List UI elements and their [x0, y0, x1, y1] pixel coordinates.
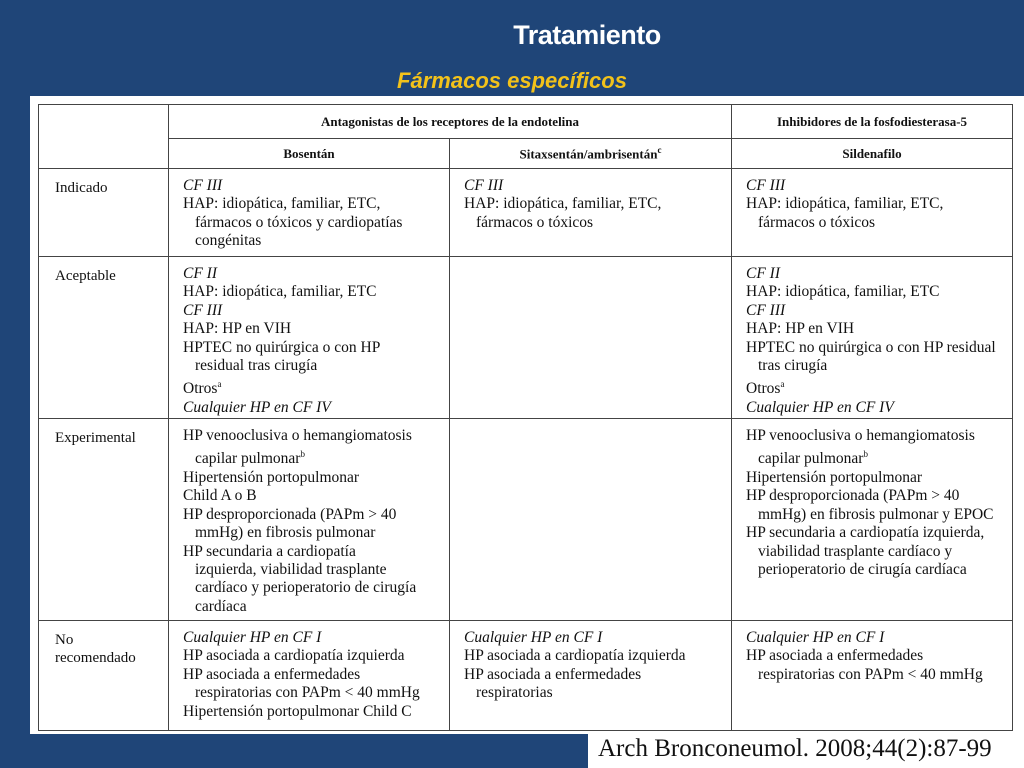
cell-line: respiratorias — [476, 684, 553, 702]
cell-line — [746, 375, 1006, 399]
table-row-indicado — [39, 169, 1013, 257]
cell-line: HAP: idiopática, familiar, ETC, — [746, 195, 944, 213]
table-row-no-recomendado — [39, 621, 1013, 731]
row-label-line: recomendado — [55, 650, 136, 666]
footnote-marker: a — [217, 379, 222, 390]
cell-line: HAP: HP en VIH — [183, 320, 292, 338]
cell-line: HP asociada a enfermedades — [183, 665, 361, 683]
footnote-marker: c — [657, 144, 662, 155]
footnote-marker: a — [780, 379, 785, 390]
group-header-row — [39, 105, 1013, 139]
cell-experimental-bosentan — [169, 419, 450, 621]
cell-line: mmHg) en fibrosis pulmonar — [195, 524, 376, 542]
cell-line: CF III — [746, 301, 786, 319]
slide-title: Tratamiento — [513, 20, 661, 50]
cell-line: Hipertensión portopulmonar — [746, 468, 923, 486]
cell-aceptable-sildenafilo — [732, 257, 1013, 419]
cell-line: HP venooclusiva o hemangiomatosis — [746, 427, 975, 444]
cell-line: Cualquier HP en CF I — [746, 629, 885, 646]
header-pde5: Inhibidores de la fosfodiesterasa-5 — [732, 105, 1013, 139]
capilar-text: capilar pulmonar — [758, 450, 864, 468]
cell-indicado-sitaxsentan — [450, 169, 732, 257]
cell-aceptable-sitaxsentan — [450, 257, 732, 419]
cell-line: HP secundaria a cardiopatía izquierda, — [746, 524, 985, 542]
table-row-aceptable — [39, 257, 1013, 419]
cell-line: cardíaco y perioperatorio de cirugía — [195, 579, 417, 597]
cell-line — [183, 445, 443, 469]
cell-line: HP desproporcionada (PAPm > 40 — [746, 487, 960, 505]
slide-subtitle: Fármacos específicos — [397, 68, 627, 93]
cell-line: HP desproporcionada (PAPm > 40 — [183, 505, 397, 523]
drug-header-row — [39, 139, 1013, 169]
cell-indicado-bosentan — [169, 169, 450, 257]
cell-line: Cualquier HP en CF I — [183, 629, 322, 646]
cell-line: cardíaca — [195, 597, 247, 615]
header-sitaxsentan — [450, 139, 732, 169]
cell-line: fármacos o tóxicos — [476, 213, 594, 231]
cell-line: CF II — [183, 265, 218, 282]
capilar-text: capilar pulmonar — [195, 450, 301, 468]
header-era: Antagonistas de los receptores de la endotelina — [169, 105, 732, 139]
cell-line: HAP: idiopática, familiar, ETC — [183, 283, 377, 301]
otros-text: Otros — [746, 380, 781, 398]
cell-aceptable-bosentan — [169, 257, 450, 419]
corner-cell — [39, 105, 169, 169]
cell-line: CF II — [746, 265, 781, 282]
cell-line: HPTEC no quirúrgica o con HP residual — [746, 338, 996, 356]
cell-line: CF III — [464, 177, 504, 194]
cell-line: perioperatorio de cirugía cardíaca — [758, 561, 967, 578]
header-bosentan: Bosentán — [169, 139, 450, 169]
row-label-line: No — [55, 632, 74, 648]
treatment-table — [38, 104, 1013, 731]
cell-norec-sildenafilo — [732, 621, 1013, 731]
cell-line: respiratorias con PAPm < 40 mmHg — [195, 684, 420, 702]
cell-line — [183, 375, 443, 399]
cell-line: HAP: idiopática, familiar, ETC, — [464, 195, 662, 213]
cell-line: respiratorias con PAPm < 40 mmHg — [758, 665, 983, 683]
cell-line: HP asociada a enfermedades — [746, 647, 924, 665]
header-sitaxsentan-text: Sitaxsentán/ambrisentán — [519, 146, 658, 162]
cell-line: Cualquier HP en CF I — [464, 629, 603, 646]
cell-line: HAP: idiopática, familiar, ETC, — [183, 195, 381, 213]
cell-line: HP secundaria a cardiopatía — [183, 542, 356, 560]
cell-line: viabilidad trasplante cardíaco y — [758, 542, 953, 560]
cell-line — [746, 445, 1006, 469]
row-label: Indicado — [39, 169, 169, 257]
cell-line: HP asociada a enfermedades — [464, 665, 642, 683]
cell-line: Hipertensión portopulmonar Child C — [183, 702, 412, 720]
table-row-experimental — [39, 419, 1013, 621]
row-label — [39, 621, 169, 731]
citation: Arch Bronconeumol. 2008;44(2):87-99 — [598, 735, 992, 762]
cell-line: HAP: HP en VIH — [746, 320, 855, 338]
cell-experimental-sildenafilo — [732, 419, 1013, 621]
cell-line: CF III — [746, 177, 786, 194]
cell-line: HP venooclusiva o hemangiomatosis — [183, 427, 412, 444]
cell-experimental-sitaxsentan — [450, 419, 732, 621]
cell-line: Child A o B — [183, 487, 257, 505]
cell-line: HAP: idiopática, familiar, ETC — [746, 283, 940, 301]
row-label: Aceptable — [39, 257, 169, 419]
cell-line: Cualquier HP en CF IV — [746, 399, 894, 416]
cell-line: HP asociada a cardiopatía izquierda — [183, 647, 405, 665]
cell-norec-sitaxsentan — [450, 621, 732, 731]
footnote-marker: b — [300, 449, 305, 460]
cell-line: residual tras cirugía — [195, 357, 318, 375]
row-label: Experimental — [39, 419, 169, 621]
cell-indicado-sildenafilo — [732, 169, 1013, 257]
cell-line: CF III — [183, 177, 223, 194]
cell-line: Hipertensión portopulmonar — [183, 468, 360, 486]
cell-line: CF III — [183, 301, 223, 319]
cell-line: izquierda, viabilidad trasplante — [195, 561, 387, 578]
cell-line: tras cirugía — [758, 357, 828, 375]
cell-line: fármacos o tóxicos — [758, 213, 876, 231]
cell-line: fármacos o tóxicos y cardiopatías — [195, 213, 403, 231]
cell-line: HPTEC no quirúrgica o con HP — [183, 338, 381, 356]
cell-line: HP asociada a cardiopatía izquierda — [464, 647, 686, 665]
header-sildenafilo: Sildenafilo — [732, 139, 1013, 169]
cell-line: congénitas — [195, 232, 262, 250]
cell-line: Cualquier HP en CF IV — [183, 399, 331, 416]
cell-line: mmHg) en fibrosis pulmonar y EPOC — [758, 505, 994, 523]
footnote-marker: b — [863, 449, 868, 460]
cell-norec-bosentan — [169, 621, 450, 731]
otros-text: Otros — [183, 380, 218, 398]
